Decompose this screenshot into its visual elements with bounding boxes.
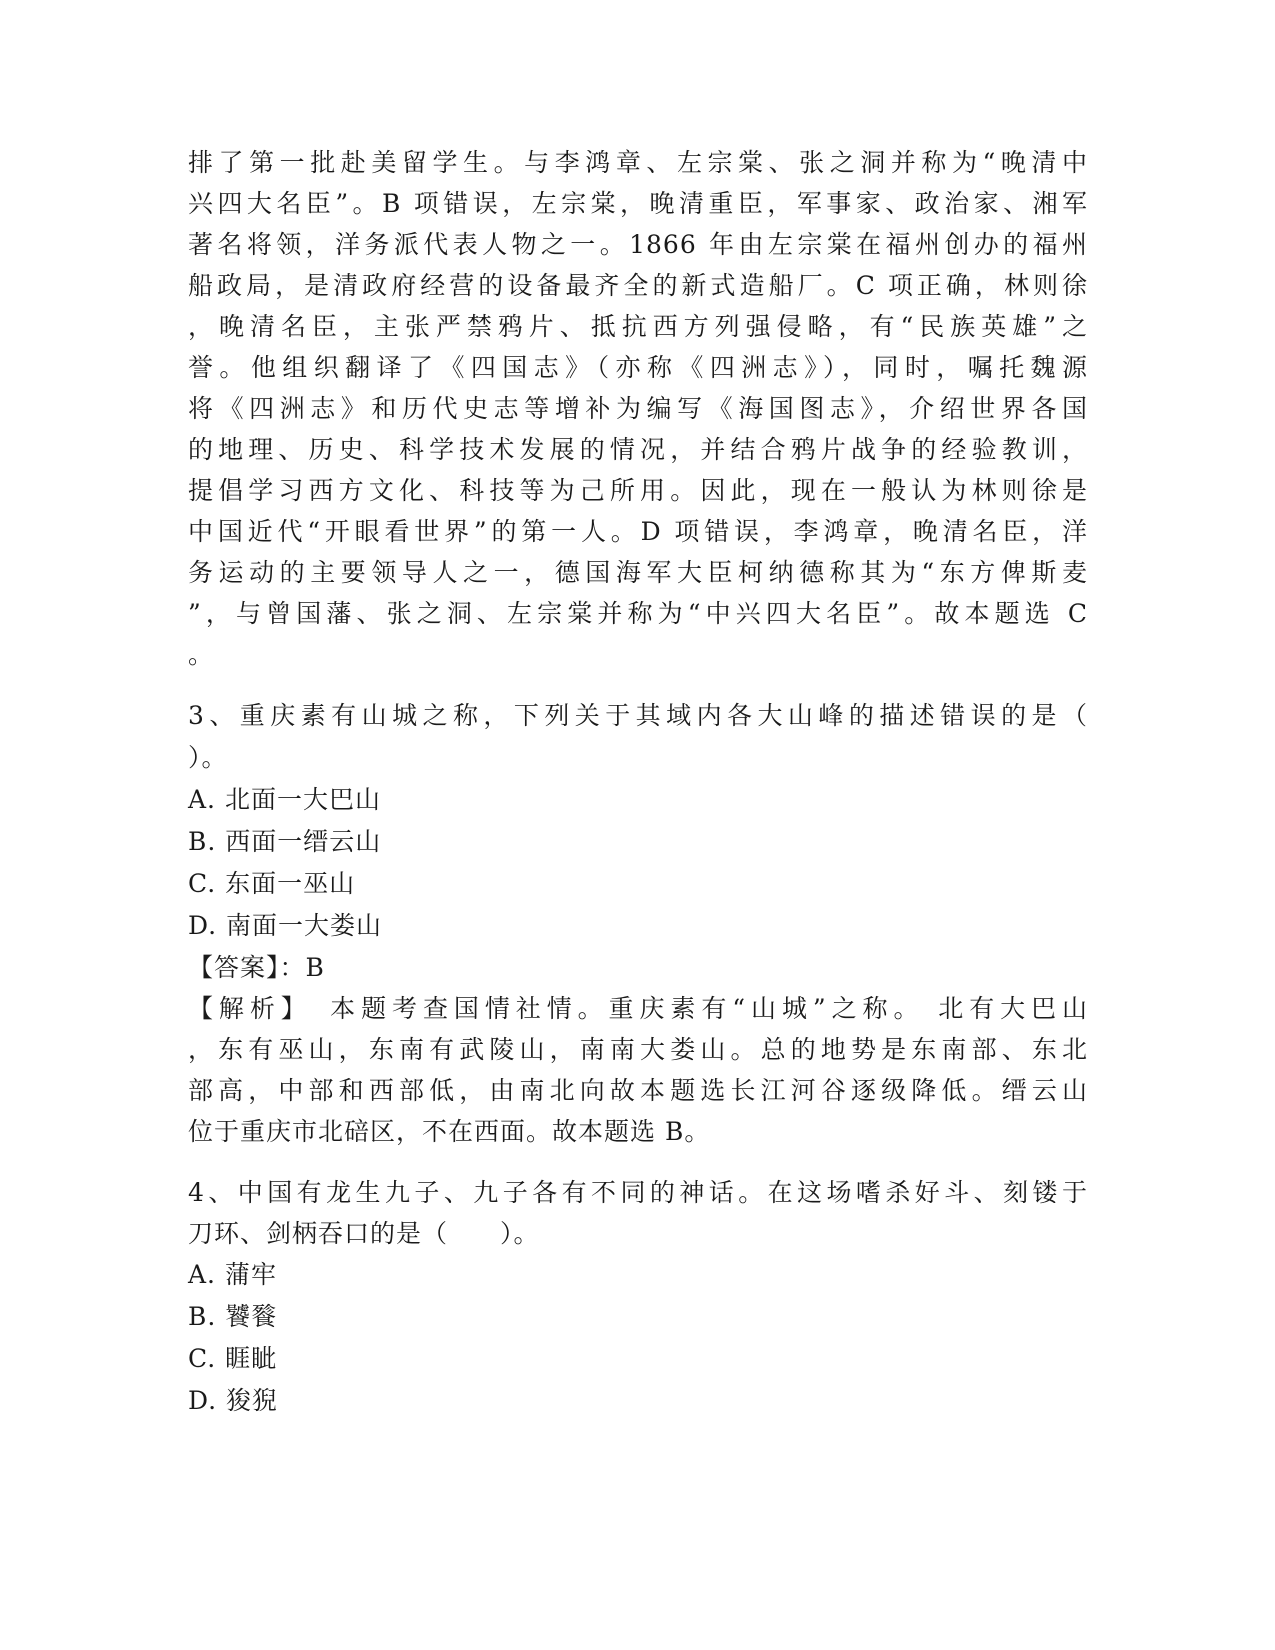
explanation-line: 船政局，是清政府经营的设备最齐全的新式造船厂。C 项正确，林则徐 xyxy=(188,271,1088,300)
question3-analysis: 【解析】 本题考查国情社情。重庆素有“山城”之称。 北有大巴山 xyxy=(188,994,1088,1023)
question3-option-b: B. 西面一缙云山 xyxy=(188,827,382,856)
question3-stem: 3、重庆素有山城之称，下列关于其域内各大山峰的描述错误的是（ xyxy=(188,701,1088,730)
question3-option-a: A. 北面一大巴山 xyxy=(188,785,381,814)
explanation-line: 将《四洲志》和历代史志等增补为编写《海国图志》，介绍世界各国 xyxy=(188,394,1088,423)
question3-option-c: C. 东面一巫山 xyxy=(188,869,356,898)
explanation-line: 著名将领，洋务派代表人物之一。1866 年由左宗棠在福州创办的福州 xyxy=(188,230,1088,259)
explanation-line: 排了第一批赴美留学生。与李鸿章、左宗棠、张之洞并称为“晚清中 xyxy=(188,148,1088,177)
question4-option-b: B. 饕餮 xyxy=(188,1302,278,1331)
question3-analysis: 位于重庆市北碚区，不在西面。故本题选 B。 xyxy=(188,1117,711,1146)
explanation-line: 的地理、历史、科学技术发展的情况，并结合鸦片战争的经验教训， xyxy=(188,435,1088,464)
question3-stem: ）。 xyxy=(188,743,228,772)
question3-analysis: 部高，中部和西部低，由南北向故本题选长江河谷逐级降低。缙云山 xyxy=(188,1076,1088,1105)
explanation-line: 提倡学习西方文化、科技等为己所用。因此，现在一般认为林则徐是 xyxy=(188,476,1088,505)
explanation-line: 誉。他组织翻译了《四国志》（亦称《四洲志》），同时，嘱托魏源 xyxy=(188,353,1088,382)
explanation-line: 兴四大名臣”。B 项错误，左宗棠，晚清重臣，军事家、政治家、湘军 xyxy=(188,189,1088,218)
explanation-line: 务运动的主要领导人之一，德国海军大臣柯纳德称其为“东方俾斯麦 xyxy=(188,558,1088,587)
explanation-line: ，晚清名臣，主张严禁鸦片、抵抗西方列强侵略，有“民族英雄”之 xyxy=(188,312,1088,341)
question3-analysis: ，东有巫山，东南有武陵山，南南大娄山。总的地势是东南部、东北 xyxy=(188,1035,1088,1064)
question4-stem: 刀环、剑柄吞口的是（ ）。 xyxy=(188,1219,540,1248)
question4-option-c: C. 睚眦 xyxy=(188,1344,278,1373)
question4-stem: 4、中国有龙生九子、九子各有不同的神话。在这场嗜杀好斗、刻镂于 xyxy=(188,1178,1088,1207)
explanation-line: ”，与曾国藩、张之洞、左宗棠并称为“中兴四大名臣”。故本题选 C xyxy=(188,599,1088,628)
explanation-line: 中国近代“开眼看世界”的第一人。D 项错误，李鸿章，晚清名臣，洋 xyxy=(188,517,1088,546)
question4-option-d: D. 狻猊 xyxy=(188,1386,279,1415)
question4-option-a: A. 蒲牢 xyxy=(188,1260,277,1289)
question3-option-d: D. 南面一大娄山 xyxy=(188,911,383,940)
explanation-line: 。 xyxy=(188,640,215,669)
question3-answer: 【答案】：B xyxy=(188,953,325,982)
